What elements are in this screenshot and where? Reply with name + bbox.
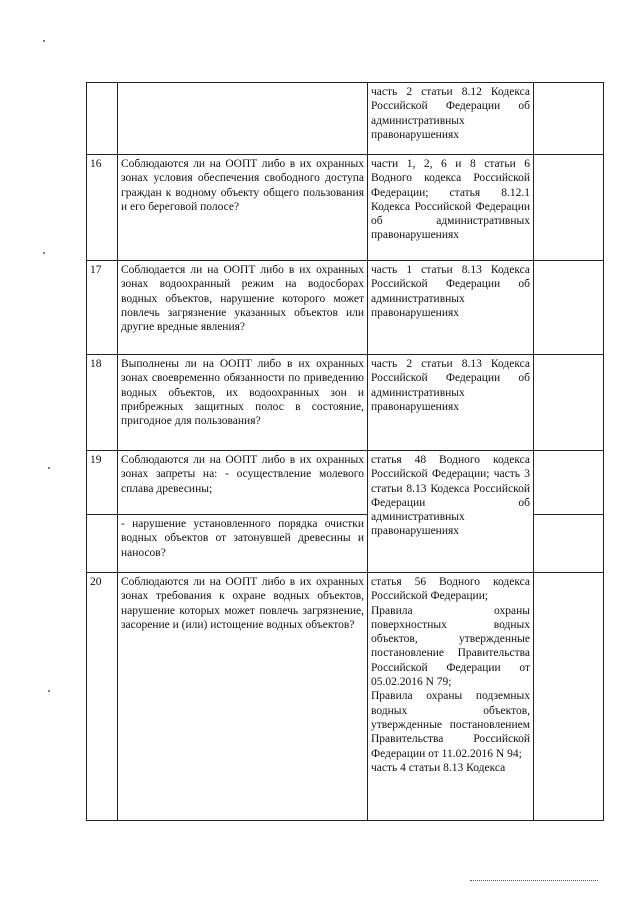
scan-mark: [43, 252, 45, 254]
row-number: 17: [87, 261, 118, 355]
question-cell: Выполнены ли на ООПТ либо в их охранных зонах своевременно обязанности по приведению водных объектов, их водоохранных зон и прибрежных защитных полос в состояние, пригодное для пользования?: [118, 355, 368, 451]
table-row: [87, 451, 604, 515]
row-number: 19: [87, 451, 118, 515]
legal-reference: часть 2 статьи 8.13 Кодекса Российской Федерации об административных правонарушениях: [368, 355, 534, 451]
table-row: [87, 355, 604, 451]
legal-reference-line: Правила охраны подземных водных объектов, утвержденные постановлением Правительства Российской Федерации от 11.02.2016 N 94;: [371, 690, 530, 760]
legal-reference-line: Правила охраны поверхностных водных объектов, утвержденные постановление Правительства Российской Федерации от 05.02.2016 N 79;: [371, 604, 530, 689]
answer-cell: [534, 261, 604, 355]
footer-dotted-line: [470, 880, 598, 882]
table-row: [87, 573, 604, 821]
answer-cell: [534, 451, 604, 515]
table-row: [87, 261, 604, 355]
legal-reference: часть 2 статьи 8.12 Кодекса Российской Федерации об административных правонарушениях: [368, 83, 534, 155]
table-row: [87, 83, 604, 155]
question-cell: [118, 83, 368, 155]
question-cell: - нарушение установленного порядка очистки водных объектов от затонувшей древесины и наносов?: [118, 515, 368, 573]
question-cell: Соблюдаются ли на ООПТ либо в их охранных зонах запреты на: - осуществление молевого сплава древесины;: [118, 451, 368, 515]
row-number: [87, 515, 118, 573]
row-number: 18: [87, 355, 118, 451]
legal-reference-line: статья 56 Водного кодекса Российской Федерации;: [371, 576, 530, 603]
scan-mark: [43, 40, 45, 42]
answer-cell: [534, 355, 604, 451]
answer-cell: [534, 83, 604, 155]
row-number: 16: [87, 155, 118, 261]
answer-cell: [534, 573, 604, 821]
legal-reference: часть 1 статьи 8.13 Кодекса Российской Федерации об административных правонарушениях: [368, 261, 534, 355]
legal-reference: части 1, 2, 6 и 8 статьи 6 Водного кодекса Российской Федерации; статья 8.12.1 Кодекса Российской Федерации об административных правонарушениях: [368, 155, 534, 261]
answer-cell: [534, 155, 604, 261]
answer-cell: [534, 515, 604, 573]
question-cell: Соблюдается ли на ООПТ либо в их охранных зонах водоохранный режим на водосборах водных объектов, нарушение которого может повлечь загрязнение указанных объектов или другие вредные явления?: [118, 261, 368, 355]
legal-reference-line: часть 4 статьи 8.13 Кодекса: [371, 761, 506, 774]
scan-mark: [48, 690, 50, 692]
table-row: [87, 155, 604, 261]
question-cell: Соблюдаются ли на ООПТ либо в их охранных зонах требования к охране водных объектов, нарушение которых может повлечь загрязнение, засорение и (или) истощение водных объектов?: [118, 573, 368, 821]
scan-mark: [48, 467, 50, 469]
legal-reference: [368, 573, 534, 821]
legal-reference: статья 48 Водного кодекса Российской Федерации; часть 3 статьи 8.13 Кодекса Российской Федерации об административных правонарушениях: [368, 451, 534, 573]
row-number: 20: [87, 573, 118, 821]
question-cell: Соблюдаются ли на ООПТ либо в их охранных зонах условия обеспечения свободного доступа граждан к водному объекту общего пользования и его береговой полосе?: [118, 155, 368, 261]
checklist-table: [86, 82, 604, 821]
row-number: [87, 83, 118, 155]
